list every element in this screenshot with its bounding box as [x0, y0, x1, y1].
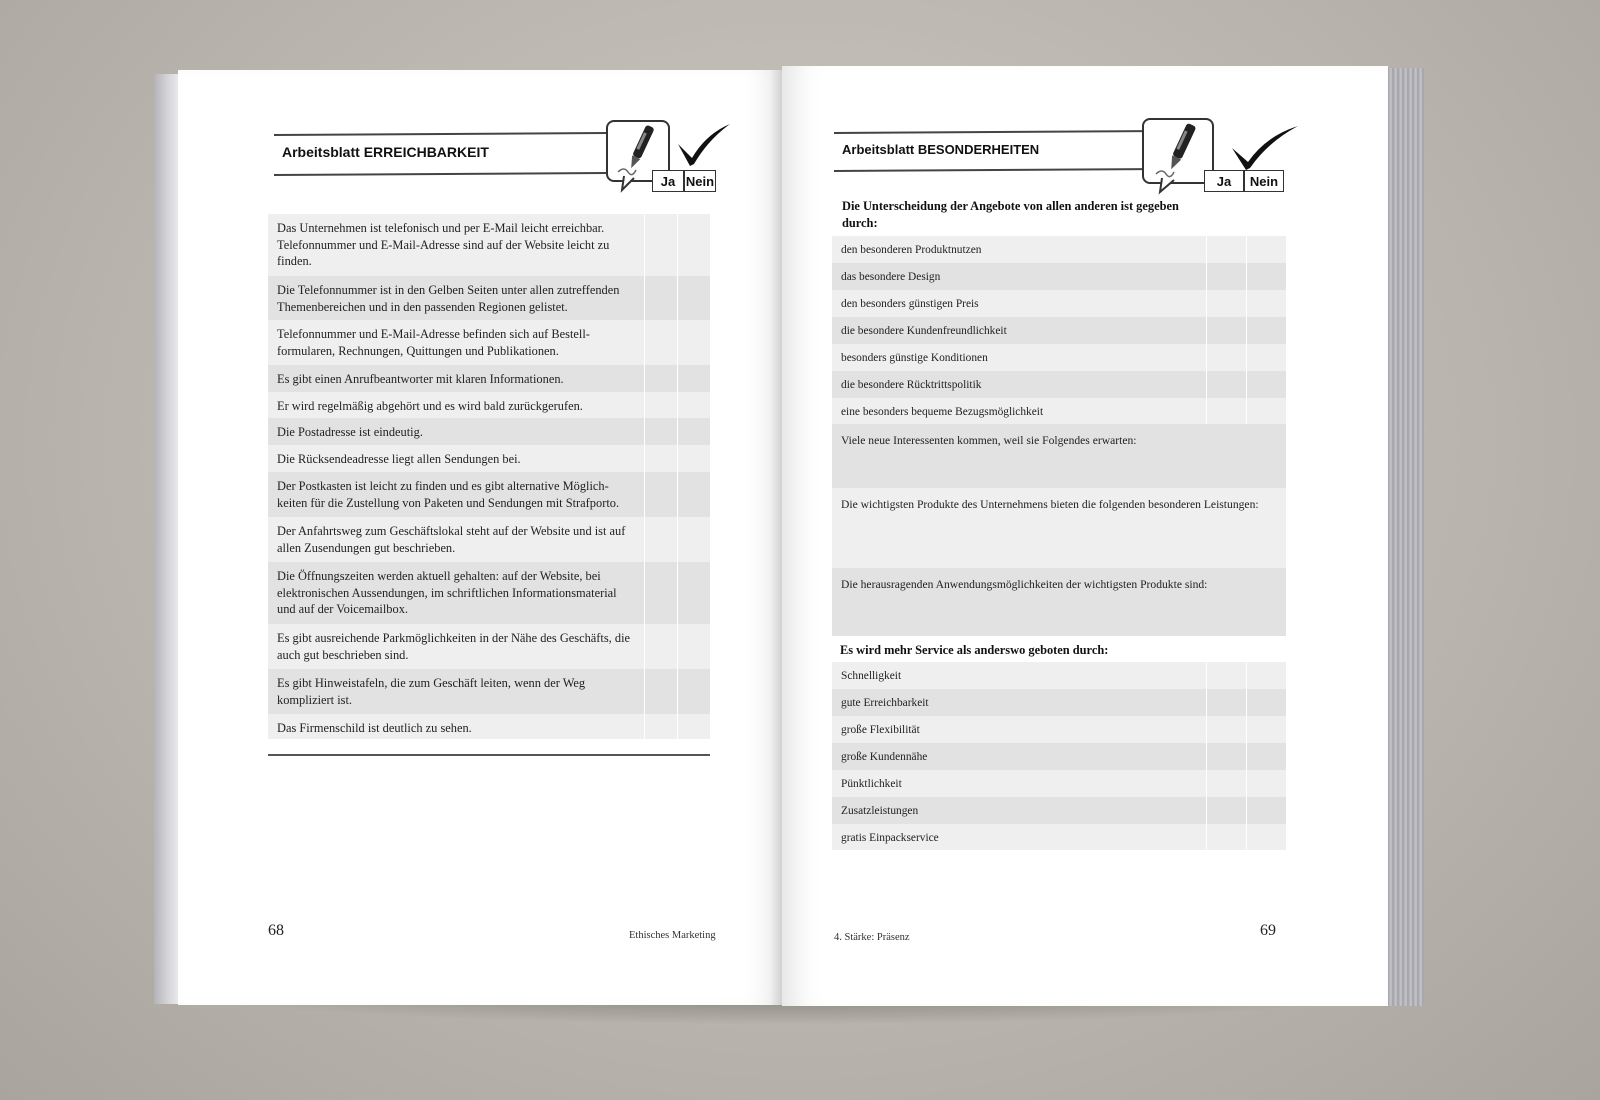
row-text: Die Rücksendeadresse liegt allen Sendungen bei. — [277, 452, 521, 466]
section1-heading: Die Unterscheidung der Angebote von allen anderen ist gegeben durch: — [842, 199, 1179, 230]
ja-checkbox-cell[interactable] — [1206, 824, 1246, 850]
row-text: gute Erreichbarkeit — [841, 697, 929, 709]
table-row — [832, 824, 1286, 851]
nein-checkbox-cell[interactable] — [1246, 662, 1286, 689]
row-text: gratis Einpackservice — [841, 832, 939, 844]
ja-checkbox-cell[interactable] — [1206, 716, 1246, 743]
nein-checkbox-cell[interactable] — [677, 624, 710, 669]
ja-checkbox-cell[interactable] — [644, 392, 677, 418]
title-main: BESONDERHEITEN — [917, 142, 1040, 157]
row-text: Das Firmenschild ist deutlich zu sehen. — [277, 721, 472, 735]
ja-checkbox-cell[interactable] — [644, 714, 677, 739]
header-line-top — [834, 130, 1144, 134]
nein-checkbox-cell[interactable] — [677, 562, 710, 624]
left-page — [178, 70, 782, 1005]
row-text: Es gibt Hinweistafeln, die zum Geschäft leiten, wenn der Weg kompliziert ist. — [277, 676, 586, 707]
nein-checkbox-cell[interactable] — [677, 392, 710, 418]
page-edge-left — [154, 74, 180, 1004]
ja-checkbox-cell[interactable] — [1206, 770, 1246, 797]
table-row — [268, 418, 710, 446]
left-page-title — [282, 144, 489, 160]
ja-checkbox-cell[interactable] — [644, 445, 677, 472]
ja-checkbox-cell[interactable] — [644, 624, 677, 669]
table-row — [832, 317, 1286, 345]
nein-checkbox-cell[interactable] — [677, 365, 710, 392]
nein-checkbox-cell[interactable] — [1246, 317, 1286, 344]
ja-checkbox-cell[interactable] — [644, 517, 677, 562]
table-row — [268, 472, 710, 518]
row-text: Die herausragenden Anwendungsmöglichkeiten der wichtigsten Produkte sind: — [841, 578, 1208, 591]
table-row — [268, 214, 710, 277]
row-text: die besondere Kundenfreundlichkeit — [841, 325, 1007, 337]
row-text: eine besonders bequeme Bezugsmöglichkeit — [841, 406, 1044, 418]
row-text: Pünktlichkeit — [841, 778, 902, 790]
table-row — [268, 562, 710, 625]
header-line-bottom — [834, 168, 1144, 172]
table-row — [832, 488, 1286, 569]
row-text: Der Postkasten ist leicht zu finden und es gibt alternative Möglich-keiten für die Zustellung von Paketen und Sendungen mit Strafporto. — [277, 479, 620, 510]
nein-checkbox-cell[interactable] — [1246, 398, 1286, 424]
row-text: den besonders günstigen Preis — [841, 298, 979, 310]
title-prefix: Arbeitsblatt — [282, 144, 364, 160]
ja-checkbox-cell[interactable] — [644, 276, 677, 320]
nein-label: Nein — [684, 170, 716, 192]
table-row — [268, 714, 710, 740]
title-prefix: Arbeitsblatt — [842, 142, 918, 157]
table-row — [832, 568, 1286, 637]
nein-checkbox-cell[interactable] — [677, 214, 710, 276]
table-row — [832, 424, 1286, 489]
table-row — [832, 344, 1286, 372]
table-row — [832, 743, 1286, 771]
title-main: ERREICHBARKEIT — [363, 144, 489, 160]
left-header — [274, 126, 744, 196]
nein-checkbox-cell[interactable] — [677, 669, 710, 714]
page-number: 68 — [268, 922, 284, 939]
ja-checkbox-cell[interactable] — [1206, 689, 1246, 716]
row-text: Die Öffnungszeiten werden aktuell gehalten: auf der Website, bei elektronischen Aussendungen, im schriftlichen Informationsmaterial und auf der Voicemailbox. — [277, 569, 617, 616]
row-text: Das Unternehmen ist telefonisch und per E-Mail leicht erreichbar. Telefonnummer und E-Mail-Adresse sind auf der Website leicht zu finden. — [277, 221, 610, 268]
row-text: Zusatzleistungen — [841, 805, 919, 817]
running-head: 4. Stärke: Präsenz — [834, 932, 910, 943]
table-row — [268, 276, 710, 321]
row-text: besonders günstige Konditionen — [841, 352, 988, 364]
checkmark-icon — [1228, 124, 1300, 170]
row-text: Der Anfahrtsweg zum Geschäftslokal steht auf der Website und ist auf allen Zusendungen gut beschrieben. — [277, 524, 626, 555]
right-header — [834, 126, 1334, 196]
nein-checkbox-cell[interactable] — [1246, 689, 1286, 716]
ja-checkbox-cell[interactable] — [1206, 344, 1246, 371]
nein-checkbox-cell[interactable] — [1246, 290, 1286, 317]
table-row — [268, 517, 710, 563]
ja-checkbox-cell[interactable] — [644, 320, 677, 365]
row-text: die besondere Rücktrittspolitik — [841, 379, 982, 391]
running-head: Ethisches Marketing — [629, 930, 716, 941]
table-row — [832, 689, 1286, 717]
checkmark-icon — [674, 122, 734, 166]
ja-checkbox-cell[interactable] — [1206, 797, 1246, 824]
table-row — [832, 290, 1286, 318]
nein-checkbox-cell[interactable] — [677, 445, 710, 472]
ja-checkbox-cell[interactable] — [644, 669, 677, 714]
ja-checkbox-cell[interactable] — [644, 214, 677, 276]
nein-checkbox-cell[interactable] — [1246, 770, 1286, 797]
section2-heading: Es wird mehr Service als anderswo geboten durch: — [840, 643, 1109, 657]
row-text: Die Postadresse ist eindeutig. — [277, 425, 423, 439]
row-text: Es gibt einen Anrufbeantworter mit klaren Informationen. — [277, 372, 564, 386]
table-row — [268, 445, 710, 473]
ja-checkbox-cell[interactable] — [1206, 662, 1246, 689]
table-row — [832, 371, 1286, 399]
nein-checkbox-cell[interactable] — [1246, 743, 1286, 770]
nein-checkbox-cell[interactable] — [1246, 716, 1286, 743]
table-row — [832, 770, 1286, 798]
row-text: Schnelligkeit — [841, 670, 902, 682]
ja-checkbox-cell[interactable] — [644, 562, 677, 624]
nein-checkbox-cell[interactable] — [1246, 236, 1286, 263]
nein-checkbox-cell[interactable] — [1246, 344, 1286, 371]
nein-checkbox-cell[interactable] — [1246, 263, 1286, 290]
ja-checkbox-cell[interactable] — [644, 472, 677, 517]
table-row — [268, 392, 710, 419]
nein-checkbox-cell[interactable] — [677, 320, 710, 365]
table-row — [832, 662, 1286, 690]
ja-checkbox-cell[interactable] — [1206, 743, 1246, 770]
nein-checkbox-cell[interactable] — [1246, 371, 1286, 398]
nein-checkbox-cell[interactable] — [677, 276, 710, 320]
row-text: Er wird regelmäßig abgehört und es wird bald zurückgerufen. — [277, 399, 583, 413]
page-edge-right — [1388, 68, 1424, 1006]
left-bottom-rule — [268, 754, 710, 756]
ja-checkbox-cell[interactable] — [1206, 236, 1246, 263]
table-row — [832, 398, 1286, 425]
right-open-questions — [832, 424, 1286, 636]
ja-label: Ja — [1204, 170, 1244, 192]
ja-checkbox-cell[interactable] — [644, 418, 677, 445]
table-row — [268, 320, 710, 366]
row-text: Die wichtigsten Produkte des Unternehmens bieten die folgenden besonderen Leistungen: — [841, 498, 1259, 511]
table-row — [832, 236, 1286, 264]
row-text: Viele neue Interessenten kommen, weil sie Folgendes erwarten: — [841, 434, 1137, 447]
ja-checkbox-cell[interactable] — [1206, 317, 1246, 344]
right-page — [782, 66, 1388, 1006]
row-text: Telefonnummer und E-Mail-Adresse befinden sich auf Bestell-formularen, Rechnungen, Quittungen und Publikationen. — [277, 327, 590, 358]
right-checklist-table-2 — [832, 662, 1286, 850]
ja-checkbox-cell[interactable] — [1206, 371, 1246, 398]
row-text: den besonderen Produktnutzen — [841, 244, 982, 256]
nein-checkbox-cell[interactable] — [677, 418, 710, 445]
row-text: Es gibt ausreichende Parkmöglichkeiten in der Nähe des Geschäfts, die auch gut beschrieben sind. — [277, 631, 631, 662]
nein-checkbox-cell[interactable] — [1246, 797, 1286, 824]
ja-label: Ja — [652, 170, 684, 192]
nein-checkbox-cell[interactable] — [677, 517, 710, 562]
row-text: große Flexibilität — [841, 724, 920, 736]
table-row — [268, 624, 710, 670]
header-line-bottom — [274, 172, 606, 176]
ja-checkbox-cell[interactable] — [1206, 398, 1246, 424]
right-page-title — [842, 142, 1039, 157]
table-row — [832, 716, 1286, 744]
nein-checkbox-cell[interactable] — [677, 472, 710, 517]
row-text: Die Telefonnummer ist in den Gelben Seiten unter allen zutreffenden Themenbereichen und in den passenden Regionen gelistet. — [277, 283, 620, 314]
header-line-top — [274, 132, 606, 136]
table-row — [268, 669, 710, 715]
ja-checkbox-cell[interactable] — [1206, 290, 1246, 317]
nein-checkbox-cell[interactable] — [677, 714, 710, 739]
left-checklist-table — [268, 214, 710, 739]
row-text: große Kundennähe — [841, 751, 928, 763]
table-row — [268, 365, 710, 393]
ja-checkbox-cell[interactable] — [1206, 263, 1246, 290]
table-row — [832, 263, 1286, 291]
page-number: 69 — [1260, 922, 1276, 939]
row-text: das besondere Design — [841, 271, 941, 283]
table-row — [832, 797, 1286, 825]
nein-label: Nein — [1244, 170, 1284, 192]
nein-checkbox-cell[interactable] — [1246, 824, 1286, 850]
right-checklist-table-1 — [832, 236, 1286, 424]
ja-checkbox-cell[interactable] — [644, 365, 677, 392]
